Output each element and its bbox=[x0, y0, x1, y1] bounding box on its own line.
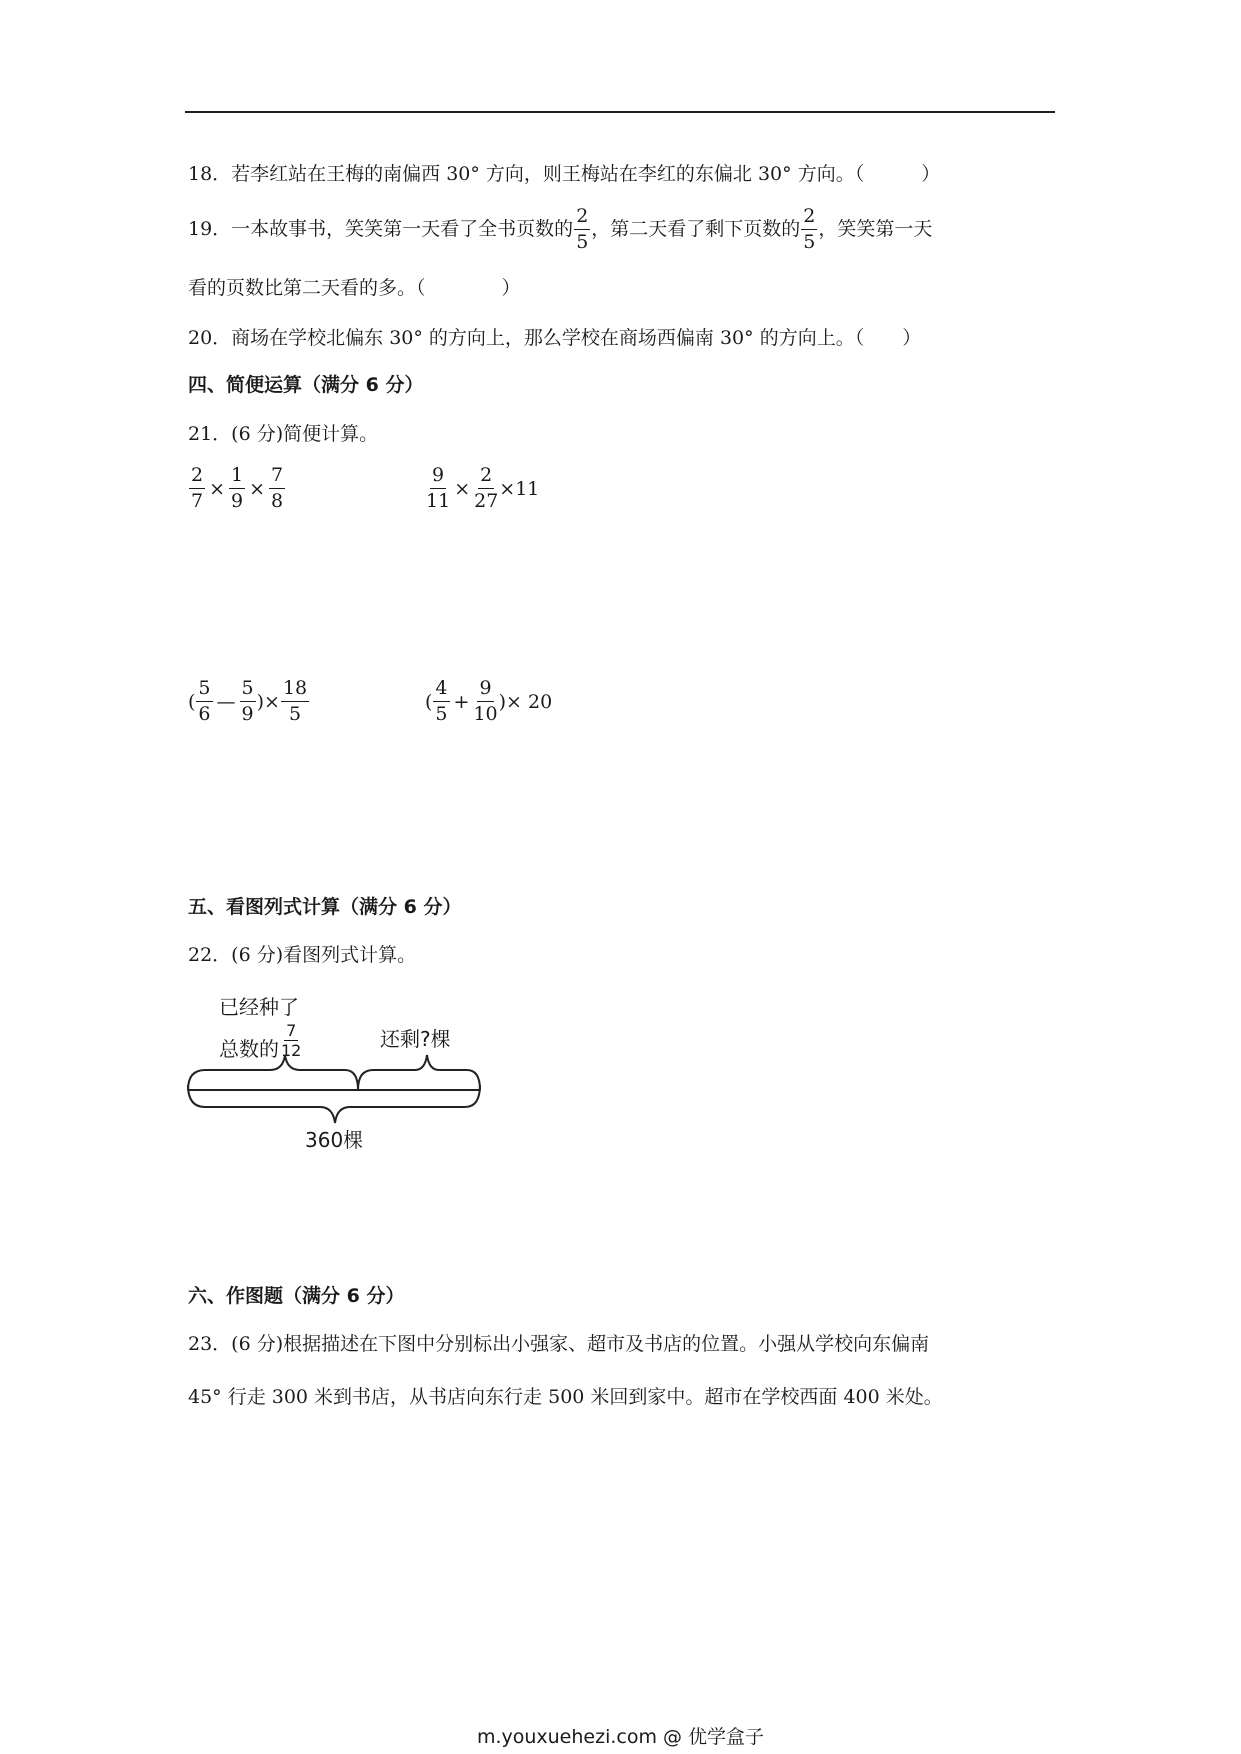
header-rule bbox=[185, 111, 1055, 113]
question-19-text-2: ，第二天看了剩下页数的 bbox=[591, 218, 801, 240]
question-18: 18．若李红站在王梅的南偏西 30° 方向，则王梅站在李红的东偏北 30° 方向。（ ） bbox=[188, 163, 941, 185]
fraction: $\frac{2}{7}$ bbox=[191, 464, 204, 512]
plus-sign: + bbox=[453, 690, 470, 713]
fraction: $\frac{18}{5}$ bbox=[282, 677, 308, 725]
fraction: $\frac{9}{11}$ bbox=[426, 464, 451, 512]
diagram-label-remaining: 还剩?棵 bbox=[380, 1027, 451, 1051]
question-19-text-1: 19．一本故事书，笑笑第一天看了全书页数的 bbox=[188, 218, 574, 240]
fraction-2-5-a: $\frac{2}{5}$ bbox=[576, 205, 589, 253]
question-19-text-3: ，笑笑第一天 bbox=[818, 218, 933, 240]
diagram-fraction-7-12: $\frac{7}{12}$ bbox=[281, 1021, 302, 1060]
fraction: $\frac{9}{10}$ bbox=[473, 677, 498, 725]
expression-4 bbox=[425, 679, 552, 724]
open-paren: ( bbox=[425, 690, 433, 713]
expression-3 bbox=[188, 679, 310, 724]
expression-tail: ×11 bbox=[499, 477, 540, 500]
question-23-line-1: 23．(6 分)根据描述在下图中分别标出小强家、超市及书店的位置。小强从学校向东偏南 bbox=[188, 1333, 930, 1355]
close-paren: )× bbox=[256, 690, 280, 713]
question-21: 21．(6 分)简便计算。 bbox=[188, 423, 379, 445]
expression-1 bbox=[188, 466, 286, 511]
minus-sign: — bbox=[216, 690, 236, 713]
question-22: 22．(6 分)看图列式计算。 bbox=[188, 944, 417, 966]
diagram-label-total: 360棵 bbox=[305, 1128, 364, 1152]
section-5-title: 五、看图列式计算（满分 6 分） bbox=[188, 896, 462, 918]
question-20: 20．商场在学校北偏东 30° 的方向上，那么学校在商场西偏南 30° 的方向上。（ ） bbox=[188, 327, 922, 349]
times-sign: × bbox=[209, 477, 226, 500]
question-19 bbox=[188, 207, 932, 252]
fraction: $\frac{7}{8}$ bbox=[271, 464, 284, 512]
times-sign: × bbox=[454, 477, 471, 500]
times-sign: × bbox=[249, 477, 266, 500]
section-4-title: 四、简便运算（满分 6 分） bbox=[188, 374, 424, 396]
fraction: $\frac{5}{9}$ bbox=[241, 677, 254, 725]
fraction: $\frac{2}{27}$ bbox=[474, 464, 499, 512]
fraction: $\frac{1}{9}$ bbox=[231, 464, 244, 512]
question-19-line-2: 看的页数比第二天看的多。（ ） bbox=[188, 277, 521, 299]
fraction-2-5-b: $\frac{2}{5}$ bbox=[803, 205, 816, 253]
expression-2 bbox=[425, 466, 539, 511]
fraction: $\frac{4}{5}$ bbox=[435, 677, 448, 725]
footer-source: m.youxuehezi.com @ 优学盒子 bbox=[476, 1726, 765, 1748]
diagram-label-total-prefix: 总数的 bbox=[219, 1037, 279, 1061]
open-paren: ( bbox=[188, 690, 196, 713]
brace-planted bbox=[188, 1055, 358, 1090]
close-paren-tail: )× 20 bbox=[498, 690, 553, 713]
fraction: $\frac{5}{6}$ bbox=[198, 677, 211, 725]
tree-planting-diagram bbox=[185, 985, 485, 1155]
section-6-title: 六、作图题（满分 6 分） bbox=[188, 1285, 405, 1307]
brace-remaining bbox=[358, 1055, 480, 1090]
question-23-line-2: 45° 行走 300 米到书店，从书店向东行走 500 米回到家中。超市在学校西面 400 米处。 bbox=[188, 1386, 943, 1408]
diagram-label-planted: 已经种了 bbox=[219, 995, 299, 1019]
